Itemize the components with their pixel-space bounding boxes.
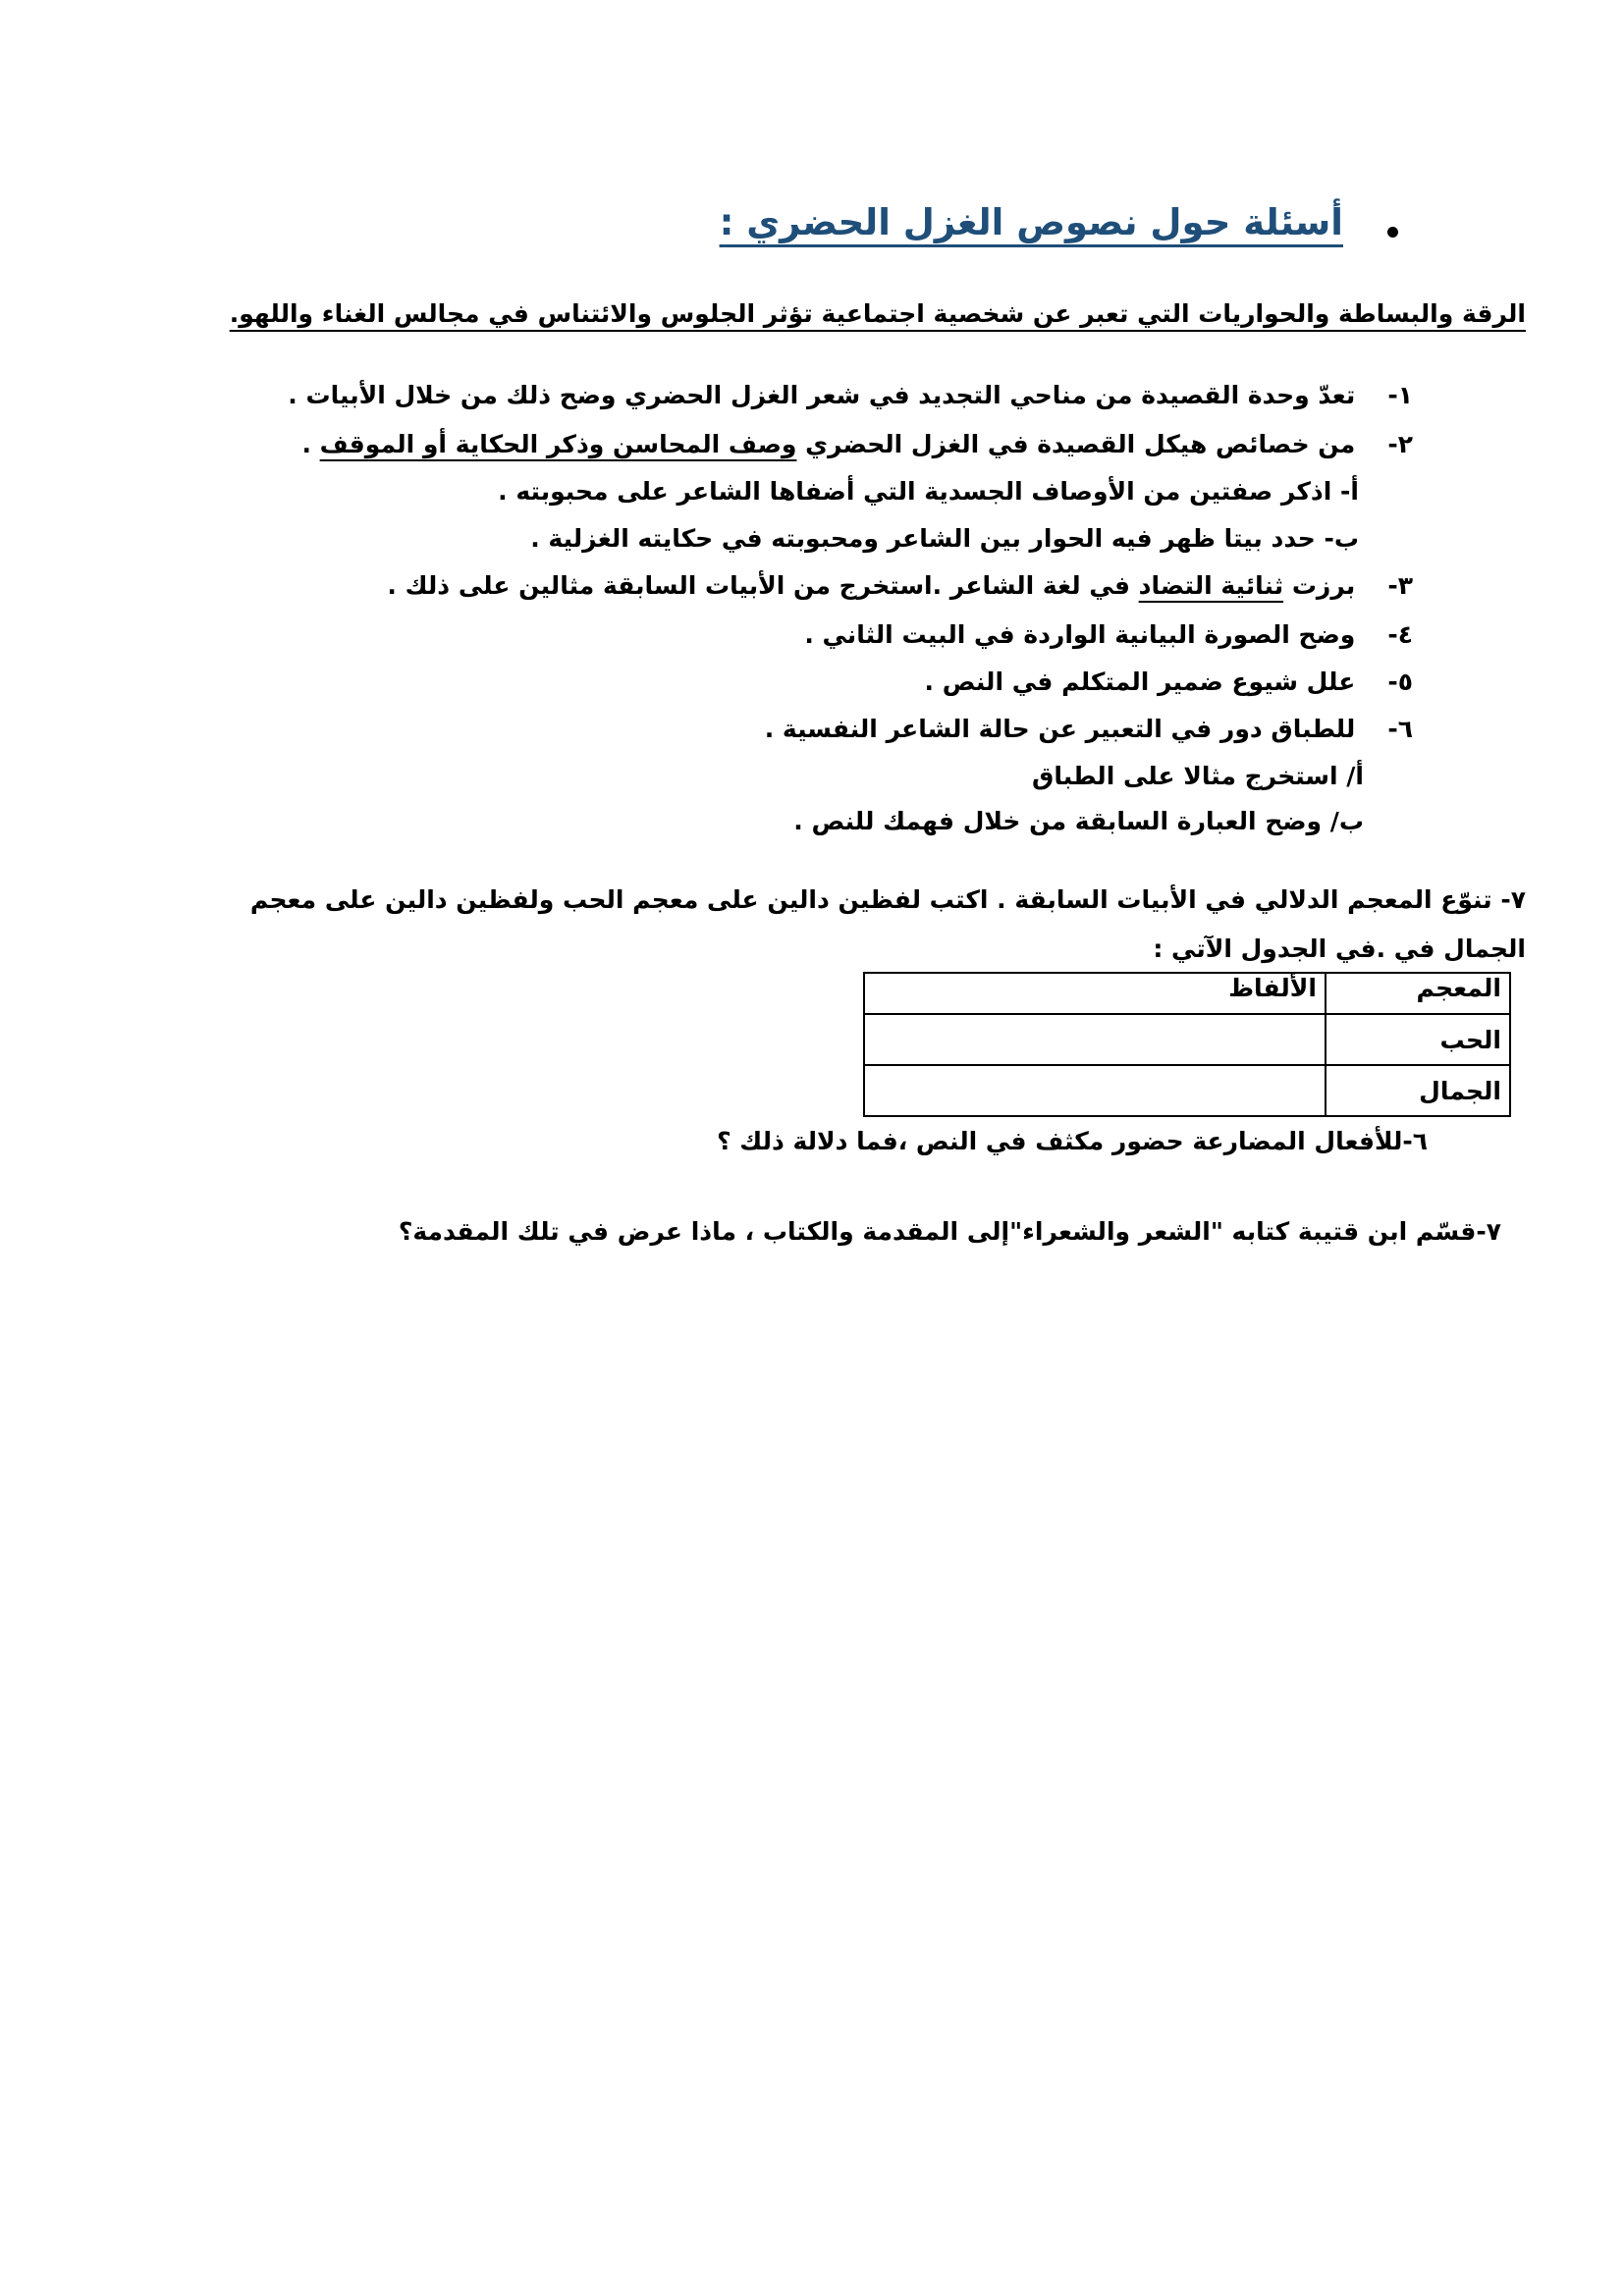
sub-text: حدد بيتا ظهر فيه الحوار بين الشاعر ومحبوبته في حكايته الغزلية . bbox=[530, 524, 1316, 553]
question-text: علل شيوع ضمير المتكلم في النص . bbox=[924, 667, 1356, 696]
question-text: . bbox=[301, 430, 320, 458]
question-2-sub-b bbox=[530, 524, 1359, 553]
page-title: أسئلة حول نصوص الغزل الحضري : bbox=[719, 201, 1343, 243]
question-number: ٥- bbox=[1387, 667, 1413, 696]
question-number: ٤- bbox=[1387, 620, 1413, 649]
question-5 bbox=[925, 667, 1413, 696]
question-text-underlined: ثنائية التضاد bbox=[1138, 571, 1284, 600]
table-header-cell: الألفاظ bbox=[864, 973, 1326, 1014]
table-row bbox=[864, 1014, 1510, 1065]
table-cell: الحب bbox=[1326, 1014, 1510, 1065]
extra-question-7: ٧-قسّم ابن قتيبة كتابه "الشعر والشعراء"إلى المقدمة والكتاب ، ماذا عرض في تلك المقدمة؟ bbox=[398, 1217, 1501, 1246]
question-number: ١- bbox=[1387, 381, 1413, 409]
table-header-cell: المعجم bbox=[1326, 973, 1510, 1014]
question-number: ٧- bbox=[1500, 885, 1526, 914]
table-header-row bbox=[864, 973, 1510, 1014]
table-cell: الجمال bbox=[1326, 1065, 1510, 1116]
question-text: برزت bbox=[1283, 571, 1356, 600]
question-text: في لغة الشاعر .استخرج من الأبيات السابقة مثالين على ذلك . bbox=[387, 571, 1139, 600]
question-3 bbox=[387, 571, 1413, 600]
question-7 bbox=[210, 876, 1526, 974]
question-text: تنوّع المعجم الدلالي في الأبيات السابقة . اكتب لفظين دالين على معجم الحب ولفظين دالين على معجم الجمال في .في الجدول الآتي : bbox=[249, 885, 1526, 963]
sub-text: اذكر صفتين من الأوصاف الجسدية التي أضفاها الشاعر على محبوبته . bbox=[498, 477, 1332, 506]
question-4 bbox=[804, 620, 1413, 649]
question-2-sub-a bbox=[498, 477, 1359, 506]
question-text: من خصائص هيكل القصيدة في الغزل الحضري bbox=[796, 430, 1356, 458]
lexicon-table bbox=[863, 972, 1511, 1117]
question-text-underlined: وصف المحاسن وذكر الحكاية أو الموقف bbox=[319, 430, 797, 458]
question-6-sub-b: ب/ وضح العبارة السابقة من خلال فهمك للنص . bbox=[793, 807, 1364, 835]
question-2 bbox=[301, 430, 1413, 458]
question-number: ٢- bbox=[1387, 430, 1413, 458]
intro-text: الرقة والبساطة والحواريات التي تعبر عن شخصية اجتماعية تؤثر الجلوس والائتناس في مجالس الغناء واللهو. bbox=[229, 299, 1526, 328]
question-number: ٦- bbox=[1387, 715, 1413, 743]
sub-label: ب- bbox=[1324, 524, 1359, 553]
table-answer-cell[interactable] bbox=[864, 1065, 1326, 1116]
question-6-sub-a: أ/ استخرج مثالا على الطباق bbox=[1032, 762, 1364, 790]
bullet-icon bbox=[1387, 227, 1398, 238]
question-text: وضح الصورة البيانية الواردة في البيت الثاني . bbox=[804, 620, 1356, 649]
table-answer-cell[interactable] bbox=[864, 1014, 1326, 1065]
question-text: تعدّ وحدة القصيدة من مناحي التجديد في شعر الغزل الحضري وضح ذلك من خلال الأبيات . bbox=[288, 381, 1356, 409]
table-row bbox=[864, 1065, 1510, 1116]
sub-label: أ- bbox=[1340, 477, 1359, 506]
question-number: ٣- bbox=[1387, 571, 1413, 600]
question-text: للطباق دور في التعبير عن حالة الشاعر النفسية . bbox=[764, 715, 1356, 743]
question-1 bbox=[288, 381, 1413, 409]
extra-question-6: ٦-للأفعال المضارعة حضور مكثف في النص ،فما دلالة ذلك ؟ bbox=[717, 1127, 1428, 1155]
question-6 bbox=[765, 715, 1413, 743]
